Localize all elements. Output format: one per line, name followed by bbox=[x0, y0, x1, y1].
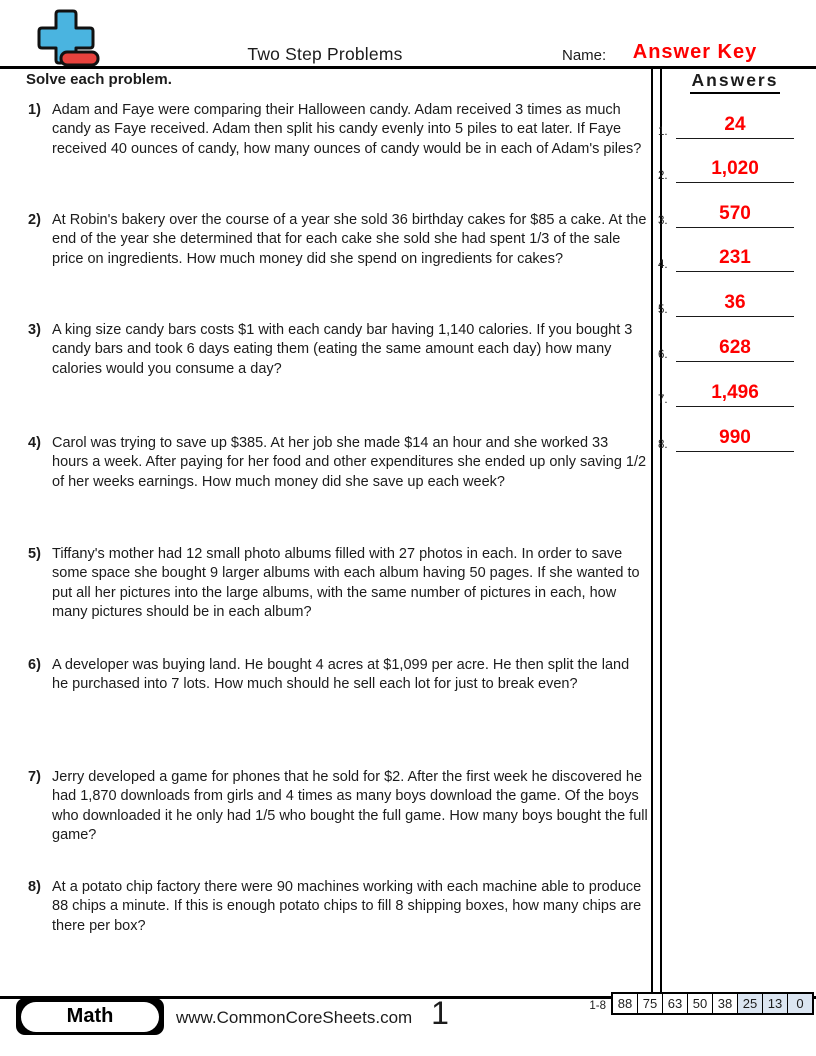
answer-number: 6. bbox=[658, 349, 668, 361]
answer-row-8 bbox=[658, 422, 794, 452]
answer-number: 3. bbox=[658, 215, 668, 227]
answer-row-4 bbox=[658, 242, 794, 272]
problem-item-6 bbox=[28, 656, 648, 695]
answer-value: 36 bbox=[676, 292, 794, 317]
answers-heading-wrap bbox=[660, 70, 810, 94]
problem-text: At Robin's bakery over the course of a year she sold 36 birthday cakes for $85 a cake. At the end of the year she determined that for each cake she sold she had spent 1/3 of the sale price on ingredients. How much money did she spend on ingredients for cakes? bbox=[52, 212, 647, 267]
score-cell: 38 bbox=[712, 994, 737, 1013]
problem-item-4 bbox=[28, 434, 648, 492]
problem-item-5 bbox=[28, 545, 648, 622]
problem-text: A developer was buying land. He bought 4 acres at $1,099 per acre. He then split the land he purchased into 7 lots. How much should he sell each lot for just to break even? bbox=[52, 657, 630, 693]
name-value-answer-key: Answer Key bbox=[632, 41, 758, 63]
answer-value: 231 bbox=[676, 247, 794, 272]
score-table bbox=[611, 992, 814, 1015]
problem-number: 7) bbox=[28, 769, 41, 785]
problem-number: 1) bbox=[28, 102, 41, 118]
subject-badge-label: Math bbox=[21, 1002, 159, 1032]
answer-row-3 bbox=[658, 198, 794, 228]
answers-heading: Answers bbox=[690, 70, 781, 94]
problem-text: At a potato chip factory there were 90 machines working with each machine able to produce 88 chips a minute. If this is enough potato chips to fill 8 shipping boxes, how many chips are there per box? bbox=[52, 879, 642, 934]
answer-value: 990 bbox=[676, 427, 794, 452]
answer-row-1 bbox=[658, 109, 794, 139]
problem-number: 4) bbox=[28, 435, 41, 451]
score-cell: 63 bbox=[662, 994, 687, 1013]
problem-item-7 bbox=[28, 768, 648, 845]
answer-row-5 bbox=[658, 287, 794, 317]
problem-text: Tiffany's mother had 12 small photo albums filled with 27 photos in each. In order to save some space she bought 9 larger albums with each album having 50 pages. If she wanted to put all her pictures into the large albums, with the same number of pictures in each, how many pictures should be in each album? bbox=[52, 546, 640, 620]
problem-item-8 bbox=[28, 878, 648, 936]
answer-value: 570 bbox=[676, 203, 794, 228]
problem-text: A king size candy bars costs $1 with each candy bar having 1,140 calories. If you bought 3 candy bars and took 6 days eating them (eating the same amount each day) how many calories would you consume a day? bbox=[52, 322, 633, 377]
problem-item-3 bbox=[28, 321, 648, 379]
header-divider bbox=[0, 66, 816, 69]
answer-value: 24 bbox=[676, 114, 794, 139]
score-cell: 13 bbox=[762, 994, 787, 1013]
score-cell: 0 bbox=[787, 994, 812, 1013]
name-label: Name: bbox=[562, 47, 607, 64]
answer-number: 8. bbox=[658, 439, 668, 451]
problem-number: 6) bbox=[28, 657, 41, 673]
problem-number: 2) bbox=[28, 212, 41, 228]
problem-text: Jerry developed a game for phones that he sold for $2. After the first week he discovered he had 1,870 downloads from girls and 4 times as many boys download the game. Of the boys who downloaded it he only had 1/5 who bought the full game. How many boys bought the full game? bbox=[52, 769, 648, 843]
answer-number: 5. bbox=[658, 304, 668, 316]
answer-row-2 bbox=[658, 153, 794, 183]
score-cell: 50 bbox=[687, 994, 712, 1013]
problem-item-2 bbox=[28, 211, 648, 269]
page-number: 1 bbox=[431, 995, 449, 1031]
answer-number: 7. bbox=[658, 394, 668, 406]
score-cell: 25 bbox=[737, 994, 762, 1013]
answer-number: 1. bbox=[658, 126, 668, 138]
answer-value: 628 bbox=[676, 337, 794, 362]
instruction-text: Solve each problem. bbox=[26, 71, 172, 88]
problem-item-1 bbox=[28, 101, 648, 159]
problem-number: 8) bbox=[28, 879, 41, 895]
page-title: Two Step Problems bbox=[247, 44, 403, 64]
answer-value: 1,496 bbox=[676, 382, 794, 407]
subject-badge bbox=[16, 998, 164, 1035]
problem-text: Adam and Faye were comparing their Halloween candy. Adam received 3 times as much candy as Faye received. Adam then split his candy evenly into 5 piles to eat later. If Faye received 40 ounces of candy, how many ounces of candy would be in each of Adam's piles? bbox=[52, 102, 642, 157]
problem-number: 3) bbox=[28, 322, 41, 338]
problem-text: Carol was trying to save up $385. At her job she made $14 an hour and she worked 33 hours a week. After paying for her food and other expenditures she ended up only saving 1/2 of her weeks earnings. How much money did she save up each week? bbox=[52, 435, 647, 490]
score-range-label: 1-8 bbox=[589, 1000, 606, 1012]
answer-number: 2. bbox=[658, 170, 668, 182]
score-cell: 75 bbox=[637, 994, 662, 1013]
answer-row-7 bbox=[658, 377, 794, 407]
problem-number: 5) bbox=[28, 546, 41, 562]
score-cell: 88 bbox=[617, 996, 633, 1011]
answer-value: 1,020 bbox=[676, 158, 794, 183]
answer-number: 4. bbox=[658, 259, 668, 271]
website-text: www.CommonCoreSheets.com bbox=[176, 1008, 413, 1027]
answer-row-6 bbox=[658, 332, 794, 362]
